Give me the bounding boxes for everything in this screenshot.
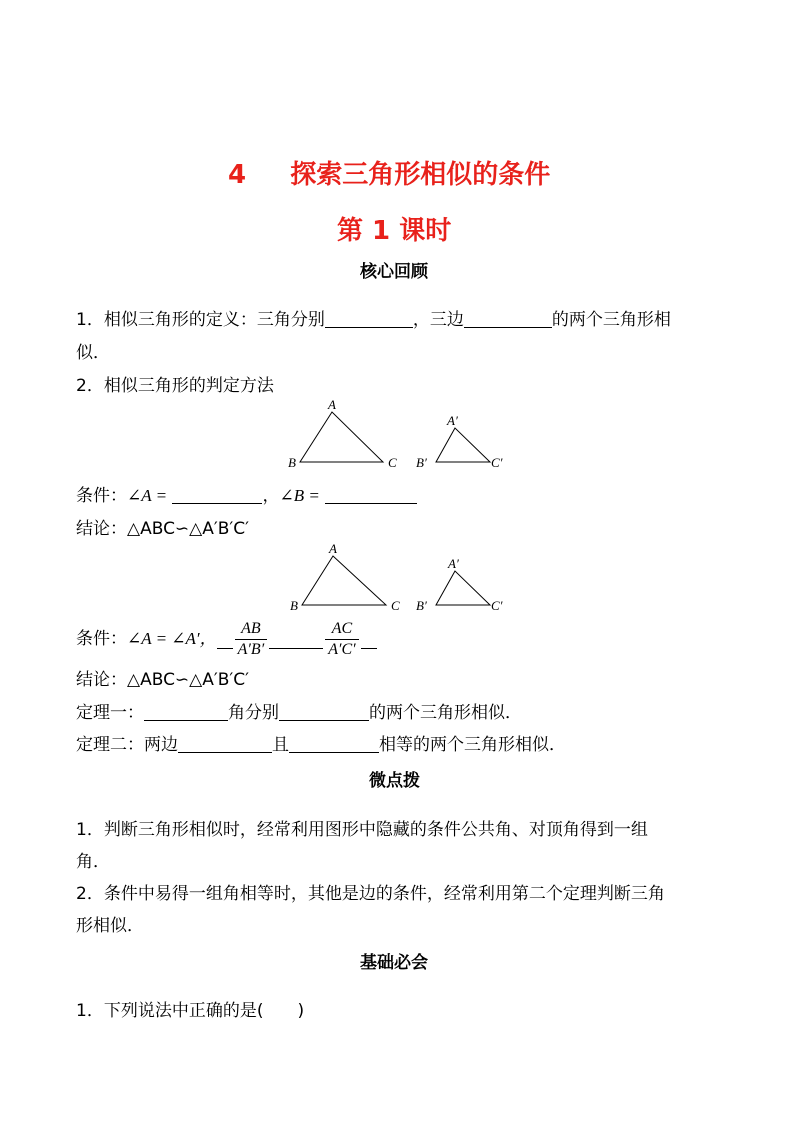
blank-field[interactable]	[279, 702, 369, 721]
vertex-label: C	[391, 598, 400, 613]
blank-field[interactable]	[269, 630, 323, 649]
question-1: 1．下列说法中正确的是( )	[76, 1001, 305, 1021]
triangle-abc	[302, 556, 386, 605]
fraction-ab: $\frac{AB}{A'B'}$	[235, 619, 268, 660]
blank-field[interactable]	[217, 630, 233, 649]
blank-field[interactable]	[464, 309, 552, 328]
fraction-ac: $\frac{AC}{A'C'}$	[325, 619, 358, 660]
conclusion-2: 结论：△ABC∽△A′B′C′	[76, 670, 249, 690]
vertex-label: C	[388, 455, 397, 470]
triangle-figure-2	[282, 538, 522, 616]
theorem-1: 定理一： 角分别 的两个三角形相似．	[76, 703, 522, 723]
section-title-text: 探索三角形相似的条件	[290, 160, 551, 190]
conclusion-1: 结论：△ABC∽△A′B′C′	[76, 519, 249, 539]
vertex-label: B′	[416, 455, 427, 470]
condition-1: 条件：∠A = ，∠B =	[76, 484, 417, 508]
blank-field[interactable]	[144, 702, 228, 721]
triangle-abc-prime	[436, 571, 490, 605]
tip-item-2-wrap: 形相似．	[76, 916, 144, 936]
vertex-label: B′	[416, 598, 427, 613]
blank-field[interactable]	[361, 630, 377, 649]
review-item-1: 1．相似三角形的定义：三角分别 ，三边 的两个三角形相	[76, 310, 671, 330]
vertex-label: A	[328, 397, 336, 412]
vertex-label: A′	[448, 556, 459, 571]
tips-heading: 微点拨	[369, 771, 420, 791]
blank-field[interactable]	[289, 734, 379, 753]
blank-field[interactable]	[172, 485, 262, 504]
blank-field[interactable]	[325, 485, 417, 504]
vertex-label: A	[329, 541, 337, 556]
triangle-abc	[300, 412, 383, 462]
blank-field[interactable]	[178, 734, 272, 753]
review-item-1-wrap: 似．	[76, 343, 110, 363]
core-review-heading: 核心回顾	[360, 262, 428, 282]
condition-2: 条件： ∠A = ∠A′， $\frac{AB}{A'B'}$ $\frac{AC}{A'C'}$	[76, 616, 377, 662]
triangle-figure-1	[280, 396, 520, 474]
review-item-2: 2．相似三角形的判定方法	[76, 376, 274, 396]
basics-heading: 基础必会	[360, 953, 428, 973]
vertex-label: B	[290, 598, 298, 613]
theorem-2: 定理二：两边 且 相等的两个三角形相似．	[76, 735, 566, 755]
lesson-title: 第 1 课时	[337, 216, 452, 246]
vertex-label: C′	[491, 598, 503, 613]
vertex-label: C′	[491, 455, 503, 470]
section-number: 4	[228, 160, 247, 190]
blank-field[interactable]	[325, 309, 413, 328]
tip-item-1: 1．判断三角形相似时，经常利用图形中隐藏的条件公共角、对顶角得到一组	[76, 820, 648, 840]
vertex-label: A′	[447, 413, 458, 428]
triangle-abc-prime	[436, 428, 490, 462]
tip-item-1-wrap: 角．	[76, 852, 110, 872]
section-title	[228, 154, 550, 191]
vertex-label: B	[288, 455, 296, 470]
tip-item-2: 2．条件中易得一组角相等时，其他是边的条件，经常利用第二个定理判断三角	[76, 884, 665, 904]
